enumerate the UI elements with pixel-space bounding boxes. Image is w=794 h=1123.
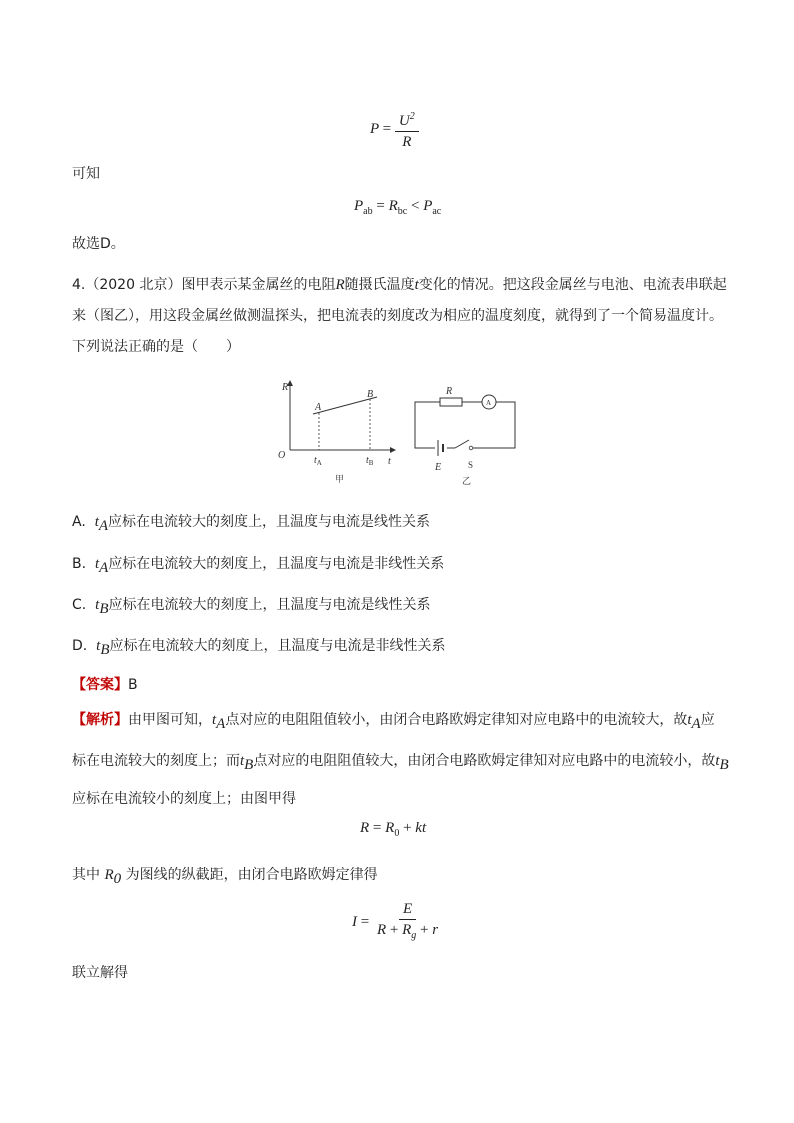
switch-label: S bbox=[468, 460, 474, 470]
analysis-line-5: 联立解得 bbox=[72, 965, 128, 981]
option-c[interactable]: C. $t_B$应标在电流较大的刻度上，且温度与电流是线性关系 bbox=[72, 597, 431, 617]
analysis-line-3: 应标在电流较小的刻度上；由图甲得 bbox=[72, 791, 296, 807]
point-b-label: B bbox=[367, 389, 374, 400]
formula-r: $R = R_0$ + kt bbox=[360, 820, 427, 839]
battery-label: E bbox=[435, 462, 442, 473]
graph-caption: 甲 bbox=[335, 474, 345, 484]
axis-y-label: R bbox=[282, 382, 289, 393]
fraction: $\frac{E}{R + R_g + r}$ bbox=[376, 901, 439, 941]
formula-current: I = $\frac{E}{R + R_g + r}$ bbox=[352, 900, 442, 945]
analysis-line-1: 【解析】由甲图可知，$t_A$点对应的电阻阻值较小，由闭合电路欧姆定律知对应电路中的电流较大，故$t_A$应 bbox=[72, 712, 715, 732]
analysis-line-4: 其中 $R_0$ 为图线的纵截距，由闭合电路欧姆定律得 bbox=[72, 867, 378, 887]
option-d[interactable]: D. $t_B$应标在电流较大的刻度上，且温度与电流是非线性关系 bbox=[72, 638, 446, 658]
resistor-label: R bbox=[446, 386, 453, 397]
tick-b-label: $t_B$ bbox=[366, 455, 374, 467]
circuit-yi bbox=[415, 386, 515, 486]
origin-label: O bbox=[278, 450, 286, 461]
analysis-line-2: 标在电流较大的刻度上；而$t_B$点对应的电阻阻值较大，由闭合电路欧姆定律知对应电路中的电流较小，故$t_B$ bbox=[72, 753, 729, 773]
text-guxuan: 故选D。 bbox=[72, 236, 125, 252]
question-line-1: 4.（2020 北京）图甲表示某金属丝的电阻R随摄氏温度t变化的情况。把这段金属丝与电池、电流表串联起 bbox=[72, 277, 727, 293]
tick-a-label: $t_A$ bbox=[314, 455, 322, 467]
formula-power: P = $\frac{U^2}{R}$ bbox=[370, 108, 419, 151]
option-a[interactable]: A. $t_A$应标在电流较大的刻度上，且温度与电流是线性关系 bbox=[72, 514, 431, 534]
option-b[interactable]: B. $t_A$应标在电流较大的刻度上，且温度与电流是非线性关系 bbox=[72, 556, 445, 576]
question-line-3: 下列说法正确的是（ ） bbox=[72, 339, 240, 355]
axis-x-label: t bbox=[388, 456, 391, 467]
point-a-label: A bbox=[315, 402, 322, 413]
answer-line: 【答案】B bbox=[72, 677, 138, 693]
ammeter-label: A bbox=[486, 399, 492, 407]
formula-compare: $P_{ab} = R_{bc} < P_{ac}$ bbox=[354, 198, 442, 217]
fraction: $\frac{U^2}{R}$ bbox=[395, 108, 419, 151]
circuit-caption: 乙 bbox=[462, 476, 472, 486]
graph-jia bbox=[278, 380, 396, 484]
text-kezhi: 可知 bbox=[72, 166, 100, 182]
question-figure bbox=[275, 378, 535, 490]
resistor-symbol bbox=[440, 398, 462, 406]
question-line-2: 来（图乙），用这段金属丝做测温探头，把电流表的刻度改为相应的温度刻度，就得到了一个简易温度计。 bbox=[72, 308, 723, 324]
